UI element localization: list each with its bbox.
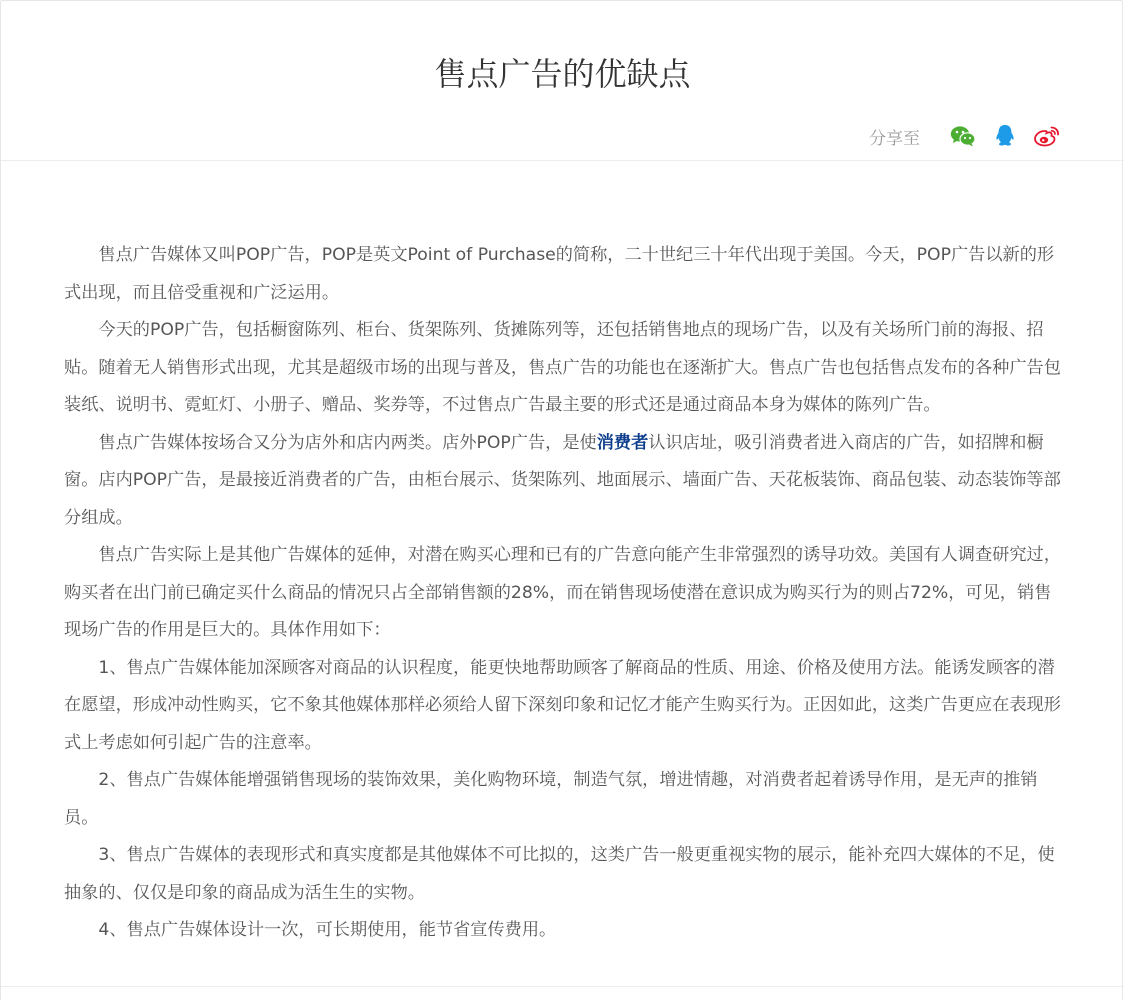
paragraph: 今天的POP广告，包括橱窗陈列、柜台、货架陈列、货摊陈列等，还包括销售地点的现场广告，以及有关场所门前的海报、招贴。随着无人销售形式出现，尤其是超级市场的出现与普及，售点广告的功能也在逐渐扩大。售点广告也包括售点发布的各种广告包装纸、说明书、霓虹灯、小册子、赠品、奖券等，不过售点广告最主要的形式还是通过商品本身为媒体的陈列广告。 [64,320,1061,415]
paragraph-text: 认识店址，吸引消费者进入商店的广告，如招牌和橱窗。店内POP广告，是最接近消费者的广告，由柜台展示、货架陈列、地面展示、墙面广告、天花板装饰、商品包装、动态装饰等部分组成。 [64,432,1061,528]
paragraph: 1、售点广告媒体能加深顾客对商品的认识程度，能更快地帮助顾客了解商品的性质、用途、价格及使用方法。能诱发顾客的潜在愿望，形成冲动性购买，它不象其他媒体那样必须给人留下深刻印象和记忆才能产生购买行为。正因如此，这类广告更应在表现形式上考虑如何引起广告的注意率。 [64,657,1061,753]
paragraph: 4、售点广告媒体设计一次，可长期使用，能节省宣传费用。 [98,920,557,940]
article-title: 售点广告的优缺点 [434,55,691,93]
paragraph: 3、售点广告媒体的表现形式和真实度都是其他媒体不可比拟的，这类广告一般更重视实物的展示，能补充四大媒体的不足，使抽象的、仅仅是印象的商品成为活生生的实物。 [64,845,1055,903]
paragraph-text: 售点广告媒体按场合又分为店外和店内两类。店外POP广告，是使 [98,432,597,453]
keyword-link-consumer[interactable]: 消费者 [596,432,649,453]
paragraph [64,425,1064,538]
footer-divider [1,986,1124,987]
paragraph: 2、售点广告媒体能增强销售现场的装饰效果，美化购物环境，制造气氛，增进情趣，对消费者起着诱导作用，是无声的推销员。 [64,770,1038,828]
share-weibo-button[interactable] [1034,123,1060,149]
share-label: 分享至 [869,128,920,149]
share-wechat-button[interactable] [950,123,976,149]
share-bar [869,121,1060,151]
header-divider [1,160,1124,161]
qq-icon [994,124,1016,148]
share-qq-button[interactable] [992,123,1018,149]
weibo-icon [1034,125,1060,147]
article-body [64,237,1064,950]
paragraph: 售点广告实际上是其他广告媒体的延伸，对潜在购买心理和已有的广告意向能产生非常强烈的诱导功效。美国有人调查研究过，购买者在出门前已确定买什么商品的情况只占全部销售额的28%，而在销售现场使潜在意识成为购买行为的则占72%，可见，销售现场广告的作用是巨大的。具体作用如下： [64,545,1061,640]
wechat-icon [950,125,976,147]
paragraph: 售点广告媒体又叫POP广告，POP是英文Point of Purchase的简称，二十世纪三十年代出现于美国。今天，POP广告以新的形式出现，而且倍受重视和广泛运用。 [64,245,1055,303]
